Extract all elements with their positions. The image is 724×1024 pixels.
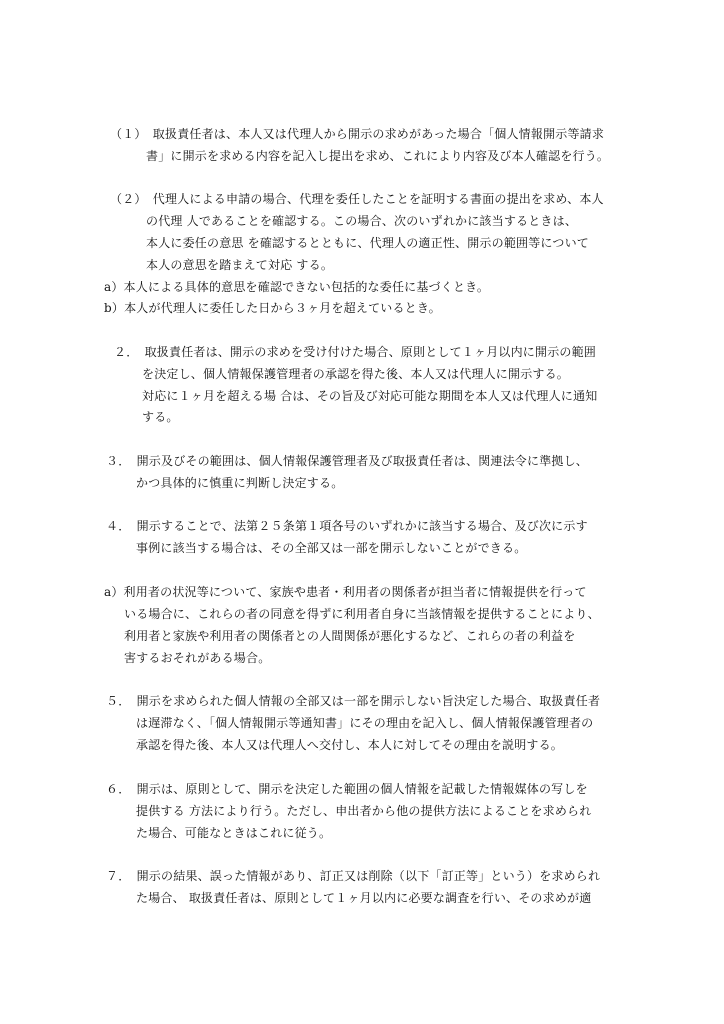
text-line: a）利用者の状況等について、家族や患者・利用者の関係者が担当者に情報提供を行って [104,585,587,599]
text-line: の代理 人であることを確認する。この場合、次のいずれかに該当するときは、 [146,214,578,228]
text-line: 対応に１ヶ月を超える場 合は、その旨及び対応可能な期間を本人又は代理人に通知 [142,389,598,403]
text-line: a）本人による具体的意思を確認できない包括的な委任に基づくとき。 [104,280,490,294]
text-line: 本人の意思を踏まえて対応 する。 [146,258,334,272]
text-line: を決定し、個人情報保護管理者の承認を得た後、本人又は代理人に開示する。 [142,367,570,381]
text-line: 事例に該当する場合は、その全部又は一部を開示しないことができる。 [136,541,527,555]
text-line: 承認を得た後、本人又は代理人へ交付し、本人に対してその理由を説明する。 [136,738,564,752]
text-line: 害するおそれがある場合。 [124,651,271,665]
text-line: た場合、 取扱責任者は、原則として１ヶ月以内に必要な調査を行い、その求めが適 [136,891,592,905]
text-line: ６． 開示は、原則として、開示を決定した範囲の個人情報を記載した情報媒体の写しを [106,782,588,796]
text-line: ３． 開示及びその範囲は、個人情報保護管理者及び取扱責任者は、関連法令に準拠し、 [106,454,589,468]
text-line: b）本人が代理人に委任した日から３ヶ月を超えているとき。 [104,301,441,315]
text-line: 提供する 方法により行う。ただし、申出者から他の提供方法によることを求められ [136,804,592,818]
text-line: ２． 取扱責任者は、開示の求めを受け付けた場合、原則として１ヶ月以内に開示の範囲 [114,345,597,359]
text-line: 利用者と家族や利用者の関係者との人間関係が悪化するなど、これらの者の利益を [124,629,576,643]
text-line: かつ具体的に慎重に判断し決定する。 [136,476,344,490]
text-line: （２） 代理人による申請の場合、代理を委任したことを証明する書面の提出を求め、本人 [110,192,604,206]
text-line: 書」に開示を求める内容を記入し提出を求め、これにより内容及び本人確認を行う。 [146,149,610,163]
text-line: する。 [142,410,179,424]
text-line: は遅滞なく、「個人情報開示等通知書」にその理由を記入し、個人情報保護管理者の [136,716,594,730]
text-line: （１） 取扱責任者は、本人又は代理人から開示の求めがあった場合「個人情報開示等請求 [110,127,605,141]
text-line: た場合、可能なときはこれに従う。 [136,826,332,840]
text-line: 本人に委任の意思 を確認するとともに、代理人の適正性、開示の範囲等について [146,236,589,250]
text-line: ５． 開示を求められた個人情報の全部又は一部を開示しない旨決定した場合、取扱責任者 [106,694,601,708]
text-line: いる場合に、これらの者の同意を得ずに利用者自身に当該情報を提供することにより、 [124,607,600,621]
text-line: ４． 開示することで、法第２５条第１項各号のいずれかに該当する場合、及び次に示す [106,519,588,533]
text-line: ７． 開示の結果、誤った情報があり、訂正又は削除（以下「訂正等」という）を求められ [106,869,601,883]
